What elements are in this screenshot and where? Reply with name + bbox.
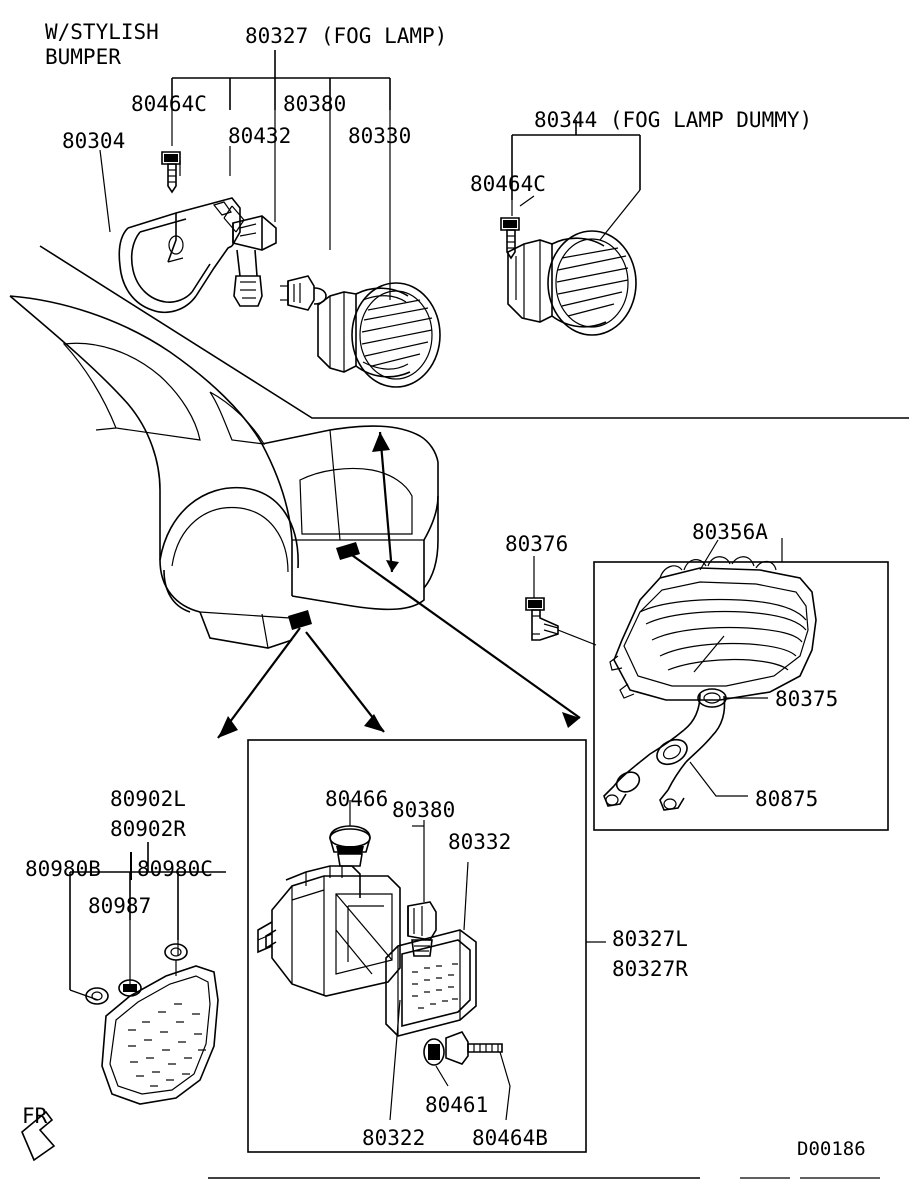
part-80330-fog-lamp xyxy=(318,283,440,387)
label-80330: 80330 xyxy=(348,124,412,148)
label-80380-bottom: 80380 xyxy=(392,798,456,822)
part-80902-lamp xyxy=(86,944,218,1104)
label-80322: 80322 xyxy=(362,1126,426,1150)
label-80464b: 80464B xyxy=(472,1126,548,1150)
label-80902l: 80902L xyxy=(110,787,186,811)
callout-arrows xyxy=(218,432,580,738)
part-80344-fog-lamp-dummy xyxy=(508,231,636,335)
part-80322-housing xyxy=(258,866,400,1120)
label-80356a: 80356A xyxy=(692,520,768,544)
part-80304-bracket xyxy=(119,198,244,312)
label-w-stylish-bumper-line2: BUMPER xyxy=(45,45,121,69)
label-80376: 80376 xyxy=(505,532,569,556)
part-80380-bulb-bottom xyxy=(408,820,436,956)
label-80461: 80461 xyxy=(425,1093,489,1117)
part-80464c-screw-top xyxy=(162,152,180,192)
label-80327l: 80327L xyxy=(612,927,688,951)
part-80376-screw xyxy=(526,556,596,645)
label-80375: 80375 xyxy=(775,687,839,711)
label-80902r: 80902R xyxy=(110,817,186,841)
label-80344-fog-lamp-dummy: 80344 (FOG LAMP DUMMY) xyxy=(534,108,813,132)
label-80464c-top: 80464C xyxy=(131,92,207,116)
label-80332: 80332 xyxy=(448,830,512,854)
label-80987: 80987 xyxy=(88,894,152,918)
label-divider xyxy=(130,852,132,880)
box-80356a xyxy=(594,538,888,830)
part-80464c-screw-right xyxy=(501,218,519,258)
label-80327r: 80327R xyxy=(612,957,688,981)
label-80875: 80875 xyxy=(755,787,819,811)
label-80466: 80466 xyxy=(325,787,389,811)
label-80464c-right: 80464C xyxy=(470,172,546,196)
vehicle-outline xyxy=(10,296,438,648)
label-80380-top: 80380 xyxy=(283,92,347,116)
label-diagram-code: D00186 xyxy=(797,1138,866,1160)
part-80356a-lamp xyxy=(604,540,819,811)
label-fr-orientation: FR xyxy=(22,1104,48,1128)
label-80304: 80304 xyxy=(62,129,126,153)
label-80980c: 80980C xyxy=(137,857,213,881)
label-80980b: 80980B xyxy=(25,857,101,881)
label-80327-fog-lamp: 80327 (FOG LAMP) xyxy=(245,24,448,48)
label-80432: 80432 xyxy=(228,124,292,148)
label-w-stylish-bumper-line1: W/STYLISH xyxy=(45,20,159,44)
